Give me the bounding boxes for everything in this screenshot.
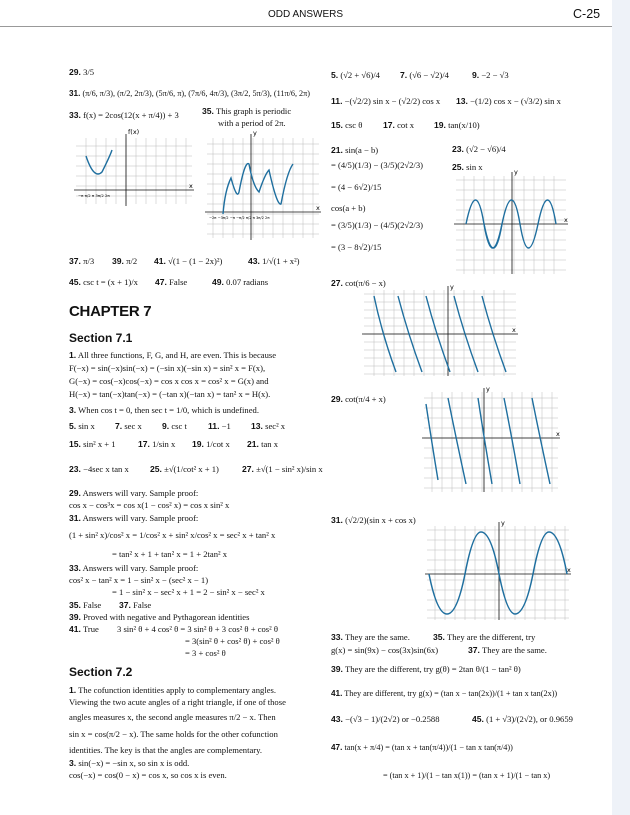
svg-text:x: x xyxy=(564,216,568,224)
r-answer-43: 43. −(√3 − 1)/(2√2) or −0.2588 xyxy=(331,714,440,724)
svg-text:y: y xyxy=(486,385,490,393)
svg-text:x: x xyxy=(316,204,320,212)
s71-13: 13. sec² x xyxy=(251,421,286,431)
r-answer-5: 5. (√2 + √6)/4 xyxy=(331,70,380,80)
s71-27: 27. ±√(1 − sin² x)/sin x xyxy=(242,464,323,474)
r-answer-25: 25. sin x xyxy=(452,162,483,172)
answer-49: 49. 0.07 radians xyxy=(212,277,269,287)
graph-33 xyxy=(72,128,196,208)
r-answer-45: 45. (1 + √3)/(2√2), or 0.9659 xyxy=(472,714,573,724)
r-answer-17: 17. cot x xyxy=(383,120,415,130)
r-answer-15: 15. csc θ xyxy=(331,120,363,130)
r-answer-7: 7. (√6 − √2)/4 xyxy=(400,70,449,80)
r-answer-35: 35. They are the different, try xyxy=(433,632,536,642)
s71-21: 21. tan x xyxy=(247,439,279,449)
graph-31 xyxy=(423,518,573,622)
page-edge-strip xyxy=(612,0,630,815)
r-answer-21-line4: cos(a + b) xyxy=(331,203,366,213)
r-answer-47: 47. tan(x + π/4) = (tan x + tan(π/4))/(1 − tan x tan(π/4)) xyxy=(331,743,513,752)
svg-text:−2π −3π/2 −π −π/2 π/2 π 3π/2: −2π −3π/2 −π −π/2 π/2 π 3π/2 2π xyxy=(209,216,270,220)
svg-text:y: y xyxy=(501,519,505,527)
s72-3: 3. sin(−x) = −sin x, so sin x is odd. xyxy=(69,758,190,768)
r-answer-27: 27. cot(π/6 − x) xyxy=(331,278,386,288)
s71-33-proof1: cos² x − tan² x = 1 − sin² x − (sec² x − 1) xyxy=(69,575,209,585)
r-answer-9: 9. −2 − √3 xyxy=(472,70,509,80)
answer-33: 33. f(x) = 2cos(12(x + π/4)) + 3 xyxy=(69,110,179,120)
r-answer-21: 21. sin(a − b) xyxy=(331,145,379,155)
r-answer-47-line2: = (tan x + 1)/(1 − tan x(1)) = (tan x + 1)/(1 − tan x) xyxy=(383,771,551,780)
s71-23: 23. −4sec x tan x xyxy=(69,464,129,474)
graph-29 xyxy=(420,384,562,494)
answer-47: 47. False xyxy=(155,277,188,287)
r-answer-21-line6: = (3 − 8√2)/15 xyxy=(331,242,382,252)
s71-19: 19. 1/cot x xyxy=(192,439,230,449)
r-answer-31: 31. (√2/2)(sin x + cos x) xyxy=(331,515,416,525)
header-title: ODD ANSWERS xyxy=(268,9,344,20)
s71-41-line3: = 3 + cos² θ xyxy=(185,648,226,658)
answer-31: 31. (π/6, π/3), (π/2, 2π/3), (5π/6, π), (7π/6, 4π/3), (3π/2, 5π/3), (11π/6, 2π) xyxy=(69,89,311,98)
graph-27 xyxy=(360,282,520,378)
answer-37: 37. π/3 xyxy=(69,256,95,266)
r-answer-41: 41. They are different, try g(x) = (tan x − tan(2x))/(1 + tan x tan(2x)) xyxy=(331,689,558,698)
s71-1-line1: 1. All three functions, F, G, and H, are even. This is because xyxy=(69,350,277,360)
s71-31-proof1: (1 + sin² x)/cos² x = 1/cos² x + sin² x/cos² x = sec² x + tan² x xyxy=(69,530,276,540)
s71-33-proof2: = 1 − sin² x − sec² x + 1 = 2 − sin² x − sec² x xyxy=(112,587,265,597)
svg-text:y: y xyxy=(514,168,518,176)
chapter-heading: CHAPTER 7 xyxy=(69,303,152,320)
s71-31: 31. Answers will vary. Sample proof: xyxy=(69,513,199,523)
s71-11: 11. −1 xyxy=(208,421,231,431)
s71-1-line4: H(−x) = tan(−x)tan(−x) = (−tan x)(−tan x) = tan² x = H(x). xyxy=(69,389,271,399)
answer-43: 43. 1/√(1 + x²) xyxy=(248,256,300,266)
r-answer-37: 37. They are the same. xyxy=(468,645,547,655)
s71-3: 3. When cos t = 0, then sec t = 1/0, which is undefined. xyxy=(69,405,259,415)
svg-text:x: x xyxy=(567,566,571,574)
s72-1-line5: identities. The key is that the angles are complementary. xyxy=(69,745,263,755)
s71-29: 29. Answers will vary. Sample proof: xyxy=(69,488,199,498)
answer-29: 29. 3/5 xyxy=(69,67,95,77)
s72-1-line2: Viewing the two acute angles of a right triangle, if one of those xyxy=(69,697,286,707)
svg-text:x: x xyxy=(556,430,560,438)
answer-35: 35. This graph is periodic xyxy=(202,106,292,116)
s71-7: 7. sec x xyxy=(115,421,142,431)
s71-39: 39. Proved with negative and Pythagorean identities xyxy=(69,612,250,622)
section-7-2-heading: Section 7.2 xyxy=(69,665,133,679)
graph-35 xyxy=(203,130,323,242)
s71-25: 25. ±√(1/cot² x + 1) xyxy=(150,464,219,474)
r-answer-39: 39. They are the different, try g(θ) = 2tan θ/(1 − tan² θ) xyxy=(331,664,521,674)
s71-1-line3: G(−x) = cos(−x)cos(−x) = cos x cos x = cos² x = G(x) and xyxy=(69,376,269,386)
s71-9: 9. csc t xyxy=(162,421,187,431)
s71-41-line1: 3 sin² θ + 4 cos² θ = 3 sin² θ + 3 cos² θ + cos² θ xyxy=(117,624,278,634)
s71-33: 33. Answers will vary. Sample proof: xyxy=(69,563,199,573)
s71-5: 5. sin x xyxy=(69,421,95,431)
answer-39: 39. π/2 xyxy=(112,256,138,266)
svg-text:y: y xyxy=(253,130,257,137)
s71-41: 41. True xyxy=(69,624,99,634)
r-answer-23: 23. (√2 − √6)/4 xyxy=(452,144,506,154)
r-answer-11: 11. −(√2/2) sin x − (√2/2) cos x xyxy=(331,96,441,106)
r-answer-21-line3: = (4 − 6√2)/15 xyxy=(331,182,382,192)
r-answer-19: 19. tan(x/10) xyxy=(434,120,480,130)
answer-45: 45. csc t = (x + 1)/x xyxy=(69,277,138,287)
r-answer-21-line5: = (3/5)(1/3) − (4/5)(2√2/3) xyxy=(331,220,423,230)
answer-41: 41. √(1 − (1 − 2x)²) xyxy=(154,256,223,266)
r-answer-33: 33. They are the same. xyxy=(331,632,410,642)
s71-15: 15. sin² x + 1 xyxy=(69,439,116,449)
s71-29-proof: cos x − cos³x = cos x(1 − cos² x) = cos x sin² x xyxy=(69,500,230,510)
s72-1-line3: angles measures x, the second angle measures π/2 − x. Then xyxy=(69,712,276,722)
header-rule xyxy=(0,26,612,27)
svg-text:x: x xyxy=(189,182,193,190)
s71-1-line2: F(−x) = sin(−x)sin(−x) = (−sin x)(−sin x) = sin² x = F(x), xyxy=(69,363,266,373)
svg-text:f(x): f(x) xyxy=(128,128,140,136)
s71-37: 37. False xyxy=(119,600,152,610)
r-answer-21-line2: = (4/5)(1/3) − (3/5)(2√2/3) xyxy=(331,160,423,170)
section-7-1-heading: Section 7.1 xyxy=(69,331,133,345)
s71-35: 35. False xyxy=(69,600,102,610)
s72-1-line4: sin x = cos(π/2 − x). The same holds for the other cofunction xyxy=(69,729,278,739)
s71-31-proof2: = tan² x + 1 + tan² x = 1 + 2tan² x xyxy=(112,549,228,559)
answer-35-line2: with a period of 2π. xyxy=(218,118,286,128)
r-answer-13: 13. −(1/2) cos x − (√3/2) sin x xyxy=(456,96,561,106)
s71-17: 17. 1/sin x xyxy=(138,439,176,449)
s72-1-line1: 1. The cofunction identities apply to complementary angles. xyxy=(69,685,277,695)
graph-25 xyxy=(452,168,570,276)
svg-text:y: y xyxy=(450,283,454,291)
s72-3-line2: cos(−x) = cos(0 − x) = cos x, so cos x is even. xyxy=(69,770,227,780)
svg-text:x: x xyxy=(512,326,516,334)
page-number: C-25 xyxy=(573,7,601,21)
r-answer-35-line2: g(x) = sin(9x) − cos(3x)sin(6x) xyxy=(331,645,439,655)
svg-text:−π π/2 π 3π/2 2π: −π π/2 π 3π/2 2π xyxy=(78,193,110,198)
r-answer-29: 29. cot(π/4 + x) xyxy=(331,394,386,404)
s71-41-line2: = 3(sin² θ + cos² θ) + cos² θ xyxy=(185,636,280,646)
